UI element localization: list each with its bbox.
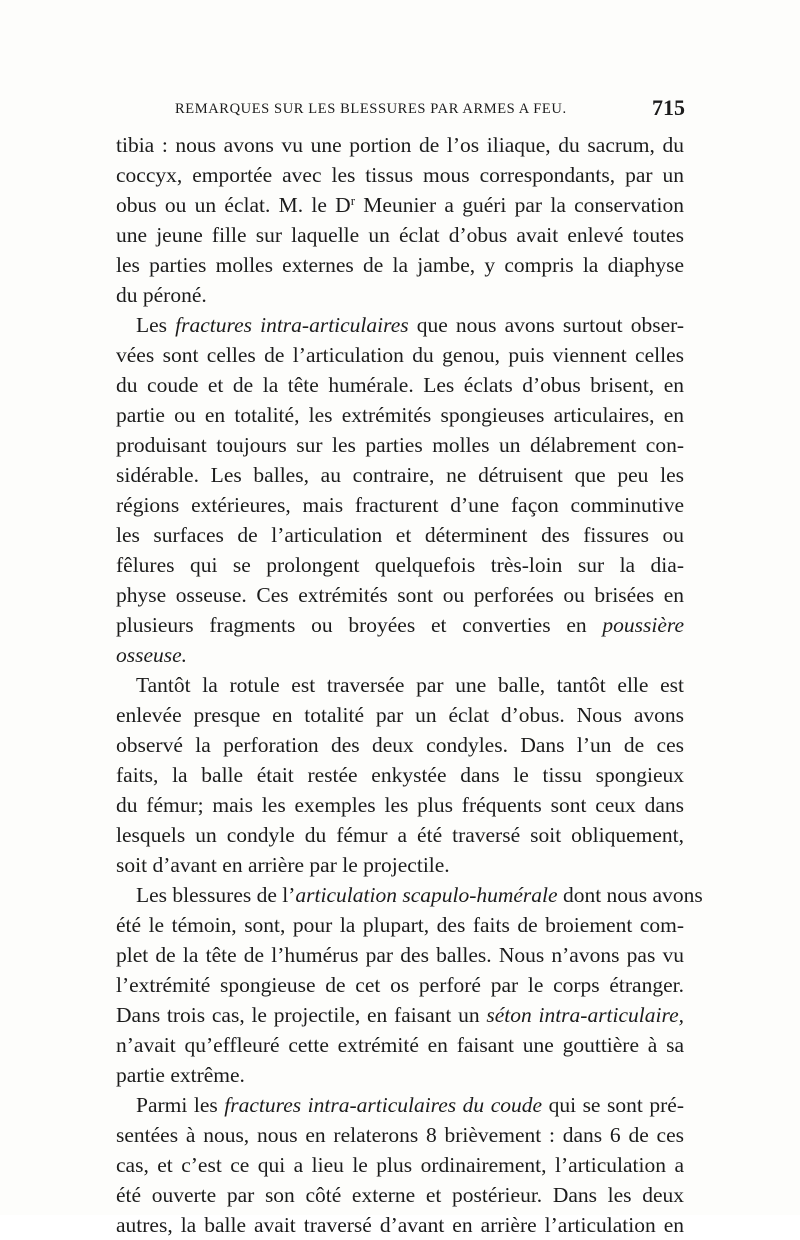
text-line: enlevée presque en totalité par un éclat d’obus. Nous avons (116, 703, 684, 727)
text-segment: Les (136, 313, 176, 337)
italic-term: articulation scapulo-humérale (295, 883, 558, 907)
text-segment: Parmi les (136, 1093, 225, 1117)
text-line: du coude et de la tête humérale. Les éclats d’obus brisent, en (116, 373, 684, 397)
text-line: sidérable. Les balles, au contraire, ne détruisent que peu les (116, 463, 684, 487)
text-segment: dont nous avons (557, 883, 703, 907)
italic-term: poussière (602, 613, 684, 637)
text-line: du fémur; mais les exemples les plus fréquents sont ceux dans (116, 793, 684, 817)
text-line: autres, la balle avait traversé d’avant en arrière l’articulation en (116, 1213, 684, 1237)
text-segment: obus ou un éclat. M. le D (116, 193, 351, 217)
text-line: partie ou en totalité, les extrémités spongieuses articulaires, en (116, 403, 684, 427)
text-line: partie extrême. (116, 1063, 245, 1087)
text-line: Tantôt la rotule est traversée par une balle, tantôt elle est (136, 673, 684, 697)
text-line: du péroné. (116, 283, 207, 307)
text-line: observé la perforation des deux condyles. Dans l’un de ces (116, 733, 684, 757)
text-line: fêlures qui se prolongent quelquefois très-loin sur la dia- (116, 553, 684, 577)
text-line: régions extérieures, mais fracturent d’une façon comminutive (116, 493, 684, 517)
text-line: l’extrémité spongieuse de cet os perforé par le corps étranger. (116, 973, 684, 997)
text-line: physe osseuse. Ces extrémités sont ou perforées ou brisées en (116, 583, 684, 607)
text-line (116, 610, 684, 640)
superscript: r (350, 193, 356, 208)
text-line: osseuse. (116, 643, 188, 667)
italic-term: fractures intra-articulaires (175, 313, 409, 337)
body-text (116, 130, 703, 1240)
text-line (116, 1000, 684, 1030)
text-line: plet de la tête de l’humérus par des balles. Nous n’avons pas vu (116, 943, 684, 967)
page-header (175, 95, 685, 125)
paragraph-tibia (116, 130, 684, 310)
text-line: cas, et c’est ce qui a lieu le plus ordinairement, l’articulation a (116, 1153, 684, 1177)
text-line: les parties molles externes de la jambe, y compris la diaphyse (116, 253, 684, 277)
text-line: tibia : nous avons vu une portion de l’os iliaque, du sacrum, du (116, 133, 684, 157)
text-line: les surfaces de l’articulation et déterminent des fissures ou (116, 523, 684, 547)
text-line: vées sont celles de l’articulation du genou, puis viennent celles (116, 343, 684, 367)
italic-term: séton intra-articulaire, (486, 1003, 684, 1027)
text-segment: que nous avons surtout obser- (408, 313, 684, 337)
text-line: été le témoin, sont, pour la plupart, des faits de broiement com- (116, 913, 684, 937)
text-segment: Les blessures de l’ (136, 883, 296, 907)
paragraph-scapulo-humerale (116, 880, 703, 1090)
text-segment: Dans trois cas, le projectile, en faisant un (116, 1003, 487, 1027)
text-line: n’avait qu’effleuré cette extrémité en faisant une gouttière à sa (116, 1033, 684, 1057)
text-line (116, 190, 684, 220)
paragraph-rotule (116, 670, 684, 880)
paragraph-coude (116, 1090, 684, 1240)
italic-term: fractures intra-articulaires du coude (224, 1093, 543, 1117)
text-line: sentées à nous, nous en relaterons 8 brièvement : dans 6 de ces (116, 1123, 684, 1147)
text-line: une jeune fille sur laquelle un éclat d’obus avait enlevé toutes (116, 223, 684, 247)
text-line: faits, la balle était restée enkystée dans le tissu spongieux (116, 763, 684, 787)
text-segment: Meunier a guéri par la conservation (355, 193, 684, 217)
text-line: produisant toujours sur les parties molles un délabrement con- (116, 433, 684, 457)
text-line (116, 880, 703, 910)
text-line (116, 1090, 684, 1120)
text-line: soit d’avant en arrière par le projectile. (116, 853, 450, 877)
text-line: coccyx, emportée avec les tissus mous correspondants, par un (116, 163, 684, 187)
text-line: lesquels un condyle du fémur a été traversé soit obliquement, (116, 823, 684, 847)
page-number: 715 (652, 95, 685, 120)
text-line (116, 310, 684, 340)
text-segment: qui se sont pré- (542, 1093, 684, 1117)
running-head: REMARQUES SUR LES BLESSURES PAR ARMES A FEU. (175, 101, 567, 117)
text-line: été ouverte par son côté externe et postérieur. Dans les deux (116, 1183, 684, 1207)
paragraph-fractures (116, 310, 684, 670)
text-segment: plusieurs fragments ou broyées et converties en (116, 613, 603, 637)
